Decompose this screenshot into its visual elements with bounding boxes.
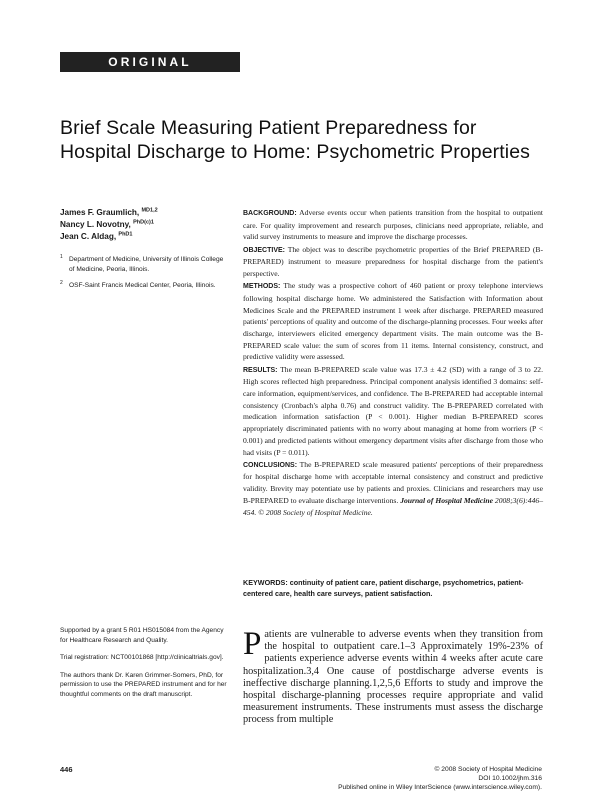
footer-published: Published online in Wiley InterScience (www.interscience.wiley.com). <box>338 784 542 791</box>
abstract-background: BACKGROUND: Adverse events occur when patients transition from the hospital to outpatient care. For quality improvement and research purposes, clinicians need appropriate, reliable, and valid survey instruments to measure and improve the discharge processes. <box>243 208 543 242</box>
footer-doi: DOI 10.1002/jhm.316 <box>478 775 542 782</box>
abstract-results: RESULTS: The mean B-PREPARED scale value was 17.3 ± 4.2 (SD) with a range of 3 to 22. High scores reflected high preparedness. Principal component analysis identified 3 domains: self-care information, equipment/services, and confidence. The B-PREPARED had acceptable internal consistency (Cronbach's alpha 0.76) and construct validity. The B-PREPARED correlated with medication information satisfaction (P < 0.001). Higher median B-PREPARED scores appropriately discriminated patients with no worry about managing at home from worriers (P < 0.001) and predicted patients without emergency department visits after discharge from those who had visits (P = 0.011). <box>243 364 544 457</box>
author: Jean C. Aldag, $^{PhD1}$ <box>60 231 133 241</box>
acknowledgment: The authors thank Dr. Karen Grimmer-Somers, PhD, for permission to use the PREPARED instrument and for her thoughtful comments on the draft manuscript. <box>60 671 227 698</box>
article-title <box>60 116 560 164</box>
body-paragraph: atients are vulnerable to adverse events when they transition from the hospital to outpatient care.1–3 Approximately 19%-23% of patients experience adverse events within 4 weeks after acute care hospitalization.3,4 One cause of postdischarge adverse events is ineffective discharge planning.1,2,5,6 Efforts to study and improve the hospital discharge-planning processes require appropriate and valid measurement instruments. These instruments must assess the discharge process from multiple <box>243 629 543 726</box>
trial-registration: Trial registration: NCT00101868 [http://clinicaltrials.gov]. <box>60 654 224 661</box>
section-label: ORIGINAL RESEARCH <box>60 52 240 72</box>
keywords-list: continuity of patient care, patient discharge, psychometrics, patient-centered care, health care surveys, patient satisfaction. <box>243 578 524 598</box>
abstract-objective: OBJECTIVE: The object was to describe psychometric properties of the Brief PREPARED (B-PREPARED) instrument to measure preparedness for hospital discharge from the patient's perspective. <box>243 244 544 279</box>
abstract <box>243 207 543 519</box>
keywords <box>243 577 543 599</box>
affiliation: 2 OSF-Saint Francis Medical Center, Peoria, Illinois. <box>60 280 216 289</box>
title-line-1: Brief Scale Measuring Patient Preparedness for <box>60 117 477 139</box>
title-line-2: Hospital Discharge to Home: Psychometric Properties <box>60 141 531 163</box>
footer-copyright: © 2008 Society of Hospital Medicine <box>434 766 542 773</box>
author-list <box>60 207 230 243</box>
abstract-conclusions: CONCLUSIONS: The B-PREPARED scale measured patients' perceptions of their preparedness for hospital discharge home with acceptable internal consistency and construct and predictive validity. Brevity may potentiate use by patients and proxies. Clinicians and researchers may use B-PREPARED to evaluate discharge interventions. Journal of Hospital Medicine 2008;3(6):446–454. © 2008 Society of Hospital Medicine. <box>243 459 543 517</box>
funding-note: Supported by a grant 5 R01 HS015084 from the Agency for Healthcare Research and Quality. <box>60 627 224 644</box>
author: James F. Graumlich, $^{MD1,2}$ <box>60 207 158 217</box>
page-number: 446 <box>60 765 73 774</box>
funding-notes <box>60 626 230 707</box>
body-text <box>243 626 543 727</box>
abstract-methods: METHODS: The study was a prospective cohort of 460 patient or proxy telephone interviews following hospital discharge home. We administered the Satisfaction with Information about Medicines Scale and the PREPARED instrument 1 week after discharge. PREPARED measured patients' perceptions of quality and outcome of the discharge-planning processes. Four weeks after discharge, interviewers elicited emergency department visits. The main outcome was the B-PREPARED scale value: the sum of scores from 11 items. Internal consistency, construct, and predictive validity were assessed. <box>243 281 543 362</box>
footer <box>330 765 542 792</box>
drop-cap: P <box>243 626 262 662</box>
citation: Journal of Hospital Medicine 2008;3(6):446–454. © 2008 Society of Hospital Medicine. <box>243 495 543 517</box>
keywords-heading: KEYWORDS: <box>243 578 288 587</box>
affiliations <box>60 255 230 298</box>
author: Nancy L. Novotny, $^{PhD(c)1}$ <box>60 219 154 229</box>
affiliation: 1 Department of Medicine, University of Illinois College of Medicine, Peoria, Illinois. <box>60 254 224 273</box>
